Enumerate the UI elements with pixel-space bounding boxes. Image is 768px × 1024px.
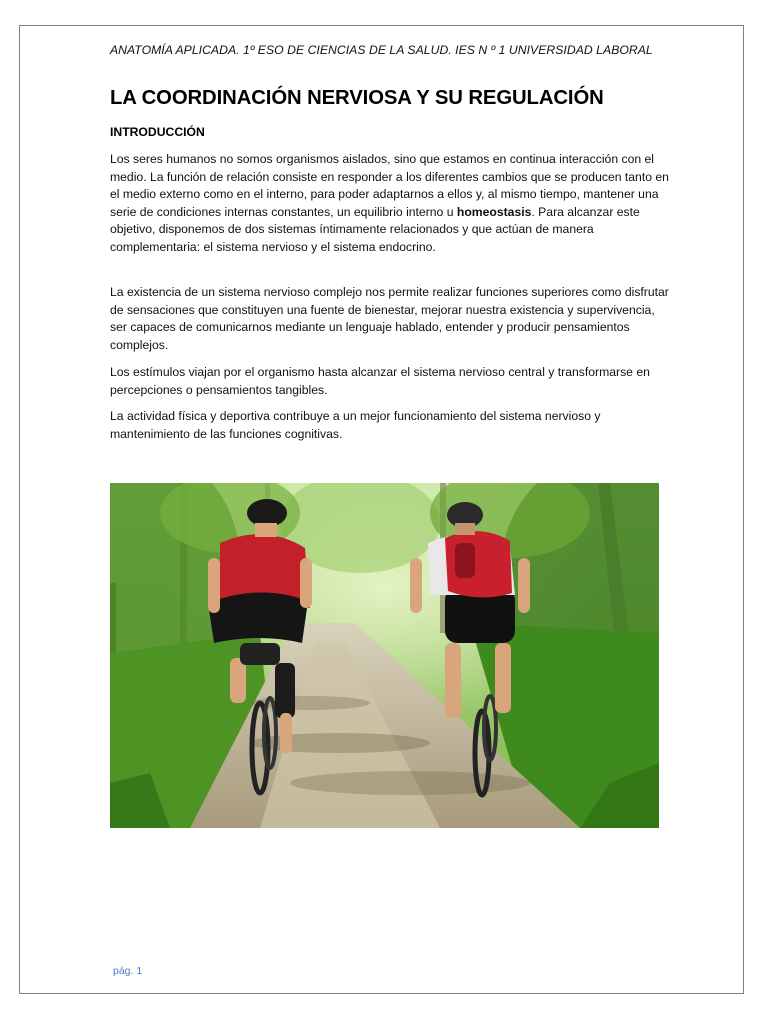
homeostasis-term: homeostasis	[456, 204, 532, 219]
paragraph-4: La actividad física y deportiva contribuye a un mejor funcionamiento del sistema nervioso y mantenimiento de las funciones cognitivas.	[110, 409, 601, 441]
paragraph-2: La existencia de un sistema nervioso complejo nos permite realizar funciones superiores como disfrutar de sensaciones que constituyen una fuente de bienestar, mejorar nuestra existencia y supervivencia, ser capaces de comunicarnos mediante un lenguaje hablado, entender y producir pensamientos complejos.	[110, 285, 669, 352]
paragraph-1-text-b: . Para alcanzar este objetivo, disponemos de dos sistemas íntimamente relacionados y que actúan de manera complementaria: el sistema nervioso y el sistema endocrino.	[110, 204, 640, 254]
paragraph-1	[110, 151, 670, 257]
section-heading: INTRODUCCIÓN	[110, 125, 205, 139]
document-title: LA COORDINACIÓN NERVIOSA Y SU REGULACIÓN	[110, 87, 604, 109]
document-page	[19, 25, 744, 994]
paragraph-3: Los estímulos viajan por el organismo hasta alcanzar el sistema nervioso central y transformarse en percepciones o pensamientos tangibles.	[110, 365, 650, 397]
paragraph-1-text-a: Los seres humanos no somos organismos aislados, sino que estamos en continua interacción con el medio. La función de relación consiste en responder a los diferentes cambios que se producen tanto en el medio externo como en el interno, para poder adaptarnos a ellos y, al mismo tiempo, mantener una serie de condiciones internas constantes, un equilibrio interno u	[110, 152, 669, 219]
cyclists-photo	[110, 483, 659, 828]
document-header: ANATOMÍA APLICADA. 1º ESO DE CIENCIAS DE LA SALUD. IES N º 1 UNIVERSIDAD LABORAL	[110, 43, 653, 57]
page-number: pág. 1	[113, 965, 143, 977]
